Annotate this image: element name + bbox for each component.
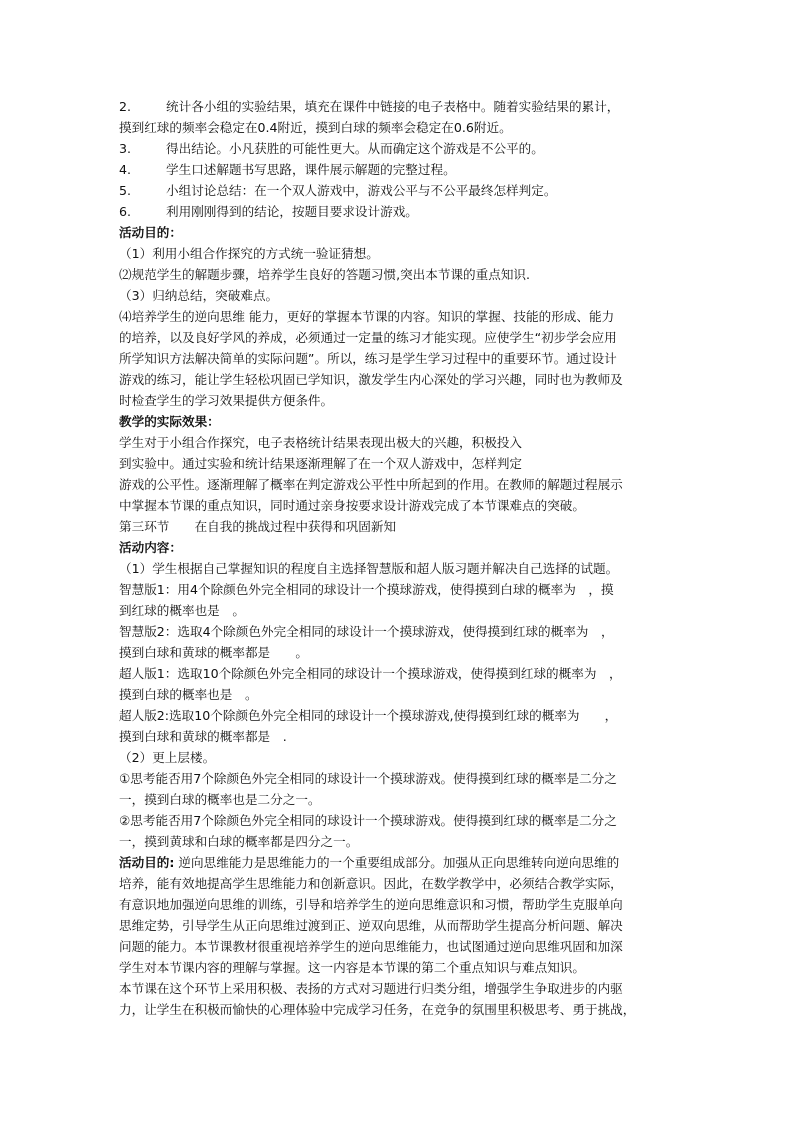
text-line: 有意识地加强逆向思维的训练，引导和培养学生的逆向思维意识和习惯，帮助学生克服单向 <box>119 897 623 912</box>
text-line: 摸到红球的频率会稳定在0.4附近，摸到白球的频率会稳定在0.6附近。 <box>119 120 512 135</box>
text-line: ⑵规范学生的解题步骤，培养学生良好的答题习惯,突出本节课的重点知识. <box>119 267 531 282</box>
exercise-wisdom-1: 智慧版1：用4个除颜色外完全相同的球设计一个摸球游戏，使得摸到白球的概率为 ，摸 <box>119 582 614 597</box>
text-line: ②思考能否用7个除颜色外完全相同的球设计一个摸球游戏。使得摸到红球的概率是二分之 <box>119 813 617 828</box>
step-4-line: 4. 学生口述解题书写思路，课件展示解题的完整过程。 <box>119 162 456 177</box>
text-line: ⑷培养学生的逆向思维 能力，更好的掌握本节课的内容。知识的掌握、技能的形成、能力 <box>119 309 615 324</box>
step-5-line: 5. 小组讨论总结：在一个双人游戏中，游戏公平与不公平最终怎样判定。 <box>119 183 557 198</box>
text-line: 摸到白球和黄球的概率都是 . <box>119 729 287 744</box>
text-line: 培养，能有效地提高学生思维能力和创新意识。因此，在数学教学中，必须结合教学实际， <box>119 876 623 891</box>
text-line: 力，让学生在积极而愉快的心理体验中完成学习任务，在竞争的氛围里积极思考、勇于挑战， <box>119 1002 636 1017</box>
text-line: （3）归纳总结，突破难点。 <box>119 288 279 303</box>
text-line: 时检查学生的学习效果提供方便条件。 <box>119 393 334 408</box>
step-3-line: 3. 得出结论。小凡获胜的可能性更大。从而确定这个游戏是不公平的。 <box>119 141 544 156</box>
section-heading-activity-content: 活动内容： <box>119 540 182 555</box>
text-line: 本节课在这个环节上采用积极、表扬的方式对习题进行归类分组，增强学生争取进步的内驱 <box>119 981 623 996</box>
section-heading-activity-purpose: 活动目的： <box>119 225 182 240</box>
text-line: 摸到白球和黄球的概率都是 。 <box>119 645 308 660</box>
exercise-superman-1: 超人版1：选取10个除颜色外完全相同的球设计一个摸球游戏，使得摸到红球的概率为 ， <box>119 666 622 681</box>
text-line: 中掌握本节课的重点知识，同时通过亲身按要求设计游戏完成了本节课难点的突破。 <box>119 498 585 513</box>
activity-purpose-paragraph: 活动目的: 逆向思维能力是思维能力的一个重要组成部分。加强从正向思维转向逆向思维的 <box>119 855 620 870</box>
text-line: 的培养，以及良好学风的养成，必须通过一定量的练习才能实现。应使学生“初步学会应用 <box>119 330 617 345</box>
text-line: ①思考能否用7个除颜色外完全相同的球设计一个摸球游戏。使得摸到红球的概率是二分之 <box>119 771 617 786</box>
text-line: （1）学生根据自己掌握知识的程度自主选择智慧版和超人版习题并解决自己选择的试题。 <box>119 561 619 576</box>
text-line: 学生对本节课内容的理解与掌握。这一内容是本节课的第二个重点知识与难点知识。 <box>119 960 585 975</box>
text-line: （1）利用小组合作探究的方式统一验证猜想。 <box>119 246 379 261</box>
text-line: 游戏的公平性。逐渐理解了概率在判定游戏公平性中所起到的作用。在教师的解题过程展示 <box>119 477 623 492</box>
text-line: 一，摸到黄球和白球的概率都是四分之一。 <box>119 834 359 849</box>
text-line: 一，摸到白球的概率也是二分之一。 <box>119 792 321 807</box>
text-line: 游戏的练习，能让学生轻松巩固已学知识，激发学生内心深处的学习兴趣，同时也为教师及 <box>119 372 623 387</box>
text-line: 到实验中。通过实验和统计结果逐渐理解了在一个双人游戏中，怎样判定 <box>119 456 522 471</box>
step-6-line: 6. 利用刚刚得到的结论，按题目要求设计游戏。 <box>119 204 418 219</box>
exercise-wisdom-2: 智慧版2：选取4个除颜色外完全相同的球设计一个摸球游戏，使得摸到红球的概率为 ， <box>119 624 614 639</box>
text-line: 思维定势，引导学生从正向思维过渡到正、逆双向思维，从而帮助学生提高分析问题、解决 <box>119 918 623 933</box>
text-line: 到红球的概率也是 。 <box>119 603 245 618</box>
text-line: 摸到白球的概率也是 。 <box>119 687 258 702</box>
text-line: 学生对于小组合作探究，电子表格统计结果表现出极大的兴趣，积极投入 <box>119 435 522 450</box>
text-line: 所学知识方法解决简单的实际问题”。所以，练习是学生学习过程中的重要环节。通过设计 <box>119 351 617 366</box>
section-title-third-stage: 第三环节 在自我的挑战过程中获得和巩固新知 <box>119 519 397 534</box>
exercise-superman-2: 超人版2:选取10个除颜色外完全相同的球设计一个摸球游戏,使得摸到红球的概率为 ， <box>119 708 618 723</box>
text-line: 问题的能力。本节课教材很重视培养学生的逆向思维能力，也试图通过逆向思维巩固和加深 <box>119 939 623 954</box>
step-2-line: 2. 统计各小组的实验结果，填充在课件中链接的电子表格中。随着实验结果的累计， <box>119 99 620 114</box>
section-heading-teaching-effect: 教学的实际效果： <box>119 414 220 429</box>
text-line: （2）更上层楼。 <box>119 750 216 765</box>
